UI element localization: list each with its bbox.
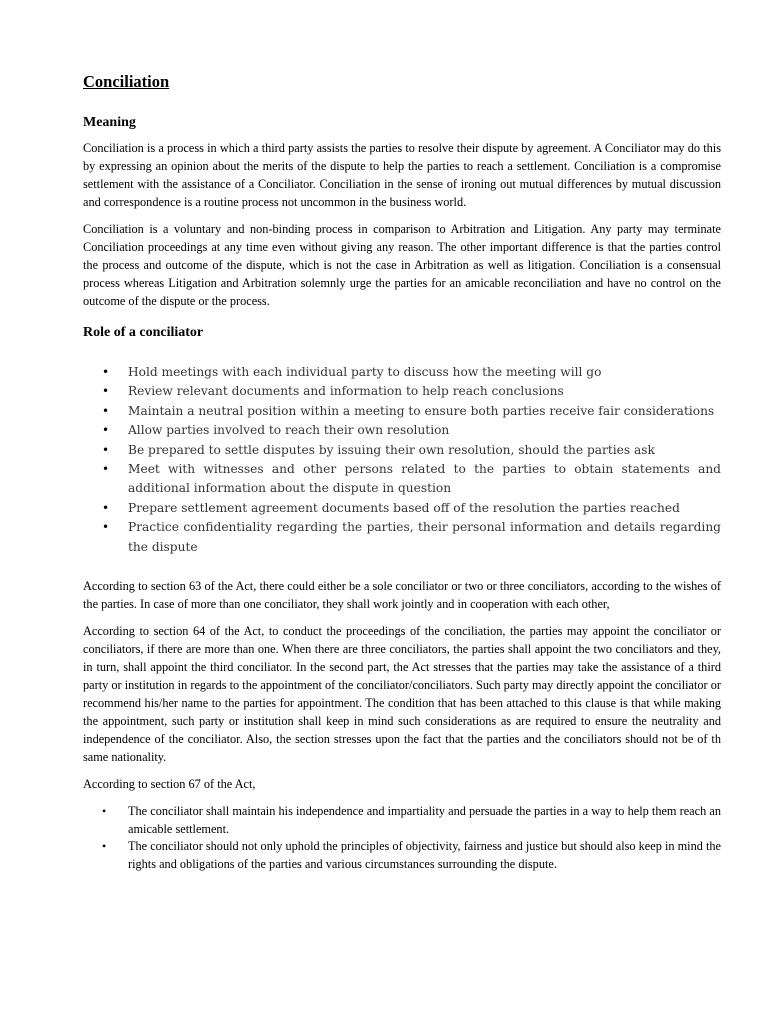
bullet-icon: • bbox=[102, 365, 110, 379]
list-item bbox=[83, 382, 721, 401]
bullet-icon: • bbox=[102, 442, 110, 457]
bullet-icon: • bbox=[102, 500, 110, 515]
list-item bbox=[83, 402, 721, 421]
role-heading: Role of a conciliator bbox=[83, 325, 204, 340]
list-item bbox=[83, 838, 721, 873]
list-item bbox=[83, 518, 721, 557]
list-item bbox=[83, 499, 721, 518]
bullet-icon: • bbox=[102, 384, 110, 399]
list-item-text: Maintain a neutral position within a meeting to ensure both parties receive fair considerations bbox=[128, 403, 715, 418]
section-64-paragraph: According to section 64 of the Act, to conduct the proceedings of the conciliation, the parties may appoint the conciliator or conciliators, if there are more than one. When there are three conciliators, the parties shall appoint the two conciliators and they, in turn, shall appoint the third conciliator. In the second part, the Act stresses that the parties may take the assistance of a third party or institution in regards to the appointment of the conciliator/conciliators. Such party may directly appoint the conciliator or recommend his/her name to the parties for appointment. The condition that has been attached to this clause is that while making the appointment, such party or institution shall keep in mind such considerations as are required to ensure the neutrality and independence of the conciliator. Also, the section stresses upon the fact that the parties and the conciliators should not be of th same nationality. bbox=[83, 624, 721, 765]
document-title: Conciliation bbox=[83, 72, 170, 91]
bullet-icon: • bbox=[102, 804, 107, 819]
section-63-paragraph: According to section 63 of the Act, there could either be a sole conciliator or two or three conciliators, according to the wishes of the parties. In case of more than one conciliator, they shall work jointly and in cooperation with each other, bbox=[83, 579, 721, 612]
bullet-icon: • bbox=[102, 462, 110, 477]
meaning-paragraph-2: Conciliation is a voluntary and non-binding process in comparison to Arbitration and Litigation. Any party may terminate Conciliation proceedings at any time even without giving any reason. The other important difference is that the parties control the process and outcome of the dispute, which is not the case in Arbitration as well as litigation. Conciliation is a consensual process whereas Litigation and Arbitration solemnly urge the parties for an amicable reconciliation and have no control on the outcome of the dispute or the process. bbox=[83, 222, 721, 308]
list-item-text: Allow parties involved to reach their own resolution bbox=[128, 423, 450, 438]
list-item bbox=[83, 441, 721, 460]
list-item bbox=[83, 363, 721, 382]
bullet-icon: • bbox=[102, 423, 110, 438]
meaning-paragraph-1: Conciliation is a process in which a third party assists the parties to resolve their dispute by agreement. A Conciliator may do this by expressing an opinion about the merits of the dispute to help the parties to reach a settlement. Conciliation is a compromise settlement with the assistance of a Conciliator. Conciliation in the sense of ironing out mutual differences by mutual discussion and correspondence is a routine process not uncommon in the business world. bbox=[83, 141, 721, 209]
bullet-icon: • bbox=[102, 520, 110, 535]
list-item-text: The conciliator shall maintain his independence and impartiality and persuade the parties in a way to help them reach an amicable settlement. bbox=[128, 804, 721, 836]
list-item-text: Prepare settlement agreement documents based off of the resolution the parties reached bbox=[128, 500, 680, 515]
role-list bbox=[83, 363, 721, 557]
list-item-text: Be prepared to settle disputes by issuing their own resolution, should the parties ask bbox=[128, 442, 655, 457]
list-item bbox=[83, 460, 721, 499]
list-item bbox=[83, 421, 721, 440]
list-item-text: Hold meetings with each individual party to discuss how the meeting will go bbox=[128, 365, 602, 379]
meaning-heading: Meaning bbox=[83, 115, 136, 130]
list-item-text: Meet with witnesses and other persons related to the parties to obtain statements and additional information about the dispute in question bbox=[128, 462, 721, 496]
section-67-list bbox=[83, 803, 721, 873]
document-page bbox=[83, 72, 721, 873]
list-item-text: Review relevant documents and information to help reach conclusions bbox=[128, 384, 564, 399]
bullet-icon: • bbox=[102, 403, 110, 418]
list-item-text: The conciliator should not only uphold the principles of objectivity, fairness and justice but should also keep in mind the rights and obligations of the parties and various circumstances surrounding the dispute. bbox=[128, 839, 721, 871]
section-67-intro: According to section 67 of the Act, bbox=[83, 777, 256, 792]
bullet-icon: • bbox=[102, 839, 107, 854]
list-item-text: Practice confidentiality regarding the parties, their personal information and details regarding the dispute bbox=[128, 520, 721, 554]
list-item bbox=[83, 803, 721, 838]
